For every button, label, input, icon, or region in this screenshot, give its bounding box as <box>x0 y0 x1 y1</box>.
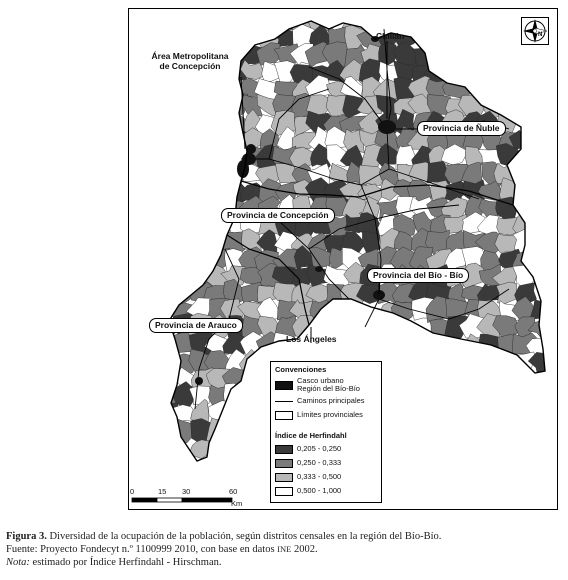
legend-class-label-2: 0,250 - 0,333 <box>297 458 342 467</box>
legend-urban-text <box>297 377 360 393</box>
legend-limits-label: Límites provinciales <box>297 410 363 419</box>
label-metro-line1: Área Metropolitana <box>151 51 229 61</box>
legend-urban-label-2: Región del Bío-Bío <box>297 384 360 393</box>
legend-index-title: Índice de Herfindahl <box>275 431 347 440</box>
legend-roads-row <box>275 395 365 407</box>
caption-source-text: Fuente: Proyecto Fondecyt n.º 1100999 2010, con base en datos <box>6 544 278 555</box>
legend-class-row-2 <box>275 457 341 469</box>
caption-line-3 <box>6 556 562 569</box>
legend-class-row-4 <box>275 485 341 497</box>
caption-note-text: estimado por Índice Herfindahl - Hirschman. <box>29 557 222 568</box>
scale-tick-15: 15 <box>158 487 167 496</box>
urban-area <box>378 120 396 134</box>
caption-line-1 <box>6 530 562 543</box>
scale-tick-30: 30 <box>182 487 191 496</box>
scale-unit: Km <box>231 499 243 508</box>
legend-urban-row <box>275 376 360 394</box>
label-province-biobio: Provincia del Bío - Bío <box>367 268 469 283</box>
label-chillan: Chillán <box>376 31 405 41</box>
district <box>530 300 556 320</box>
scale-tick-60: 60 <box>229 487 238 496</box>
label-province-arauco: Provincia de Arauco <box>149 318 243 333</box>
caption-source-ine: INE <box>277 544 292 554</box>
legend-class-swatch-1 <box>275 445 293 454</box>
district <box>158 353 180 373</box>
district <box>496 282 518 304</box>
label-los-angeles: Los Ángeles <box>286 334 337 344</box>
caption-note-label: Nota: <box>6 557 30 568</box>
legend-limits-row <box>275 409 363 421</box>
label-metro-area <box>141 51 239 71</box>
figure-caption <box>6 530 562 569</box>
legend-urban-swatch <box>275 381 293 390</box>
caption-figure-label: Figura 3. <box>6 531 47 542</box>
legend-roads-label: Caminos principales <box>297 396 365 405</box>
caption-line-2 <box>6 543 562 556</box>
legend-class-label-3: 0,333 - 0,500 <box>297 472 342 481</box>
north-arrow-icon <box>521 17 549 45</box>
label-province-concepcion: Provincia de Concepción <box>221 208 335 223</box>
legend-road-line <box>275 401 293 402</box>
urban-area <box>315 266 323 272</box>
north-letter: N <box>538 32 543 38</box>
label-metro-line2: de Concepción <box>159 61 221 71</box>
map-legend <box>270 361 382 503</box>
legend-class-row-3 <box>275 471 341 483</box>
map-frame <box>128 8 558 510</box>
legend-urban-label-1: Casco urbano <box>297 376 344 385</box>
caption-source-year: 2002. <box>291 544 318 555</box>
label-province-nuble: Provincia de Ñuble <box>417 121 506 136</box>
legend-conventions-title: Convenciones <box>275 365 327 374</box>
scale-bar <box>129 487 269 510</box>
district <box>156 369 179 390</box>
legend-class-label-4: 0,500 - 1,000 <box>297 486 342 495</box>
legend-class-row-1 <box>275 443 341 455</box>
legend-limits-swatch <box>275 411 293 420</box>
legend-class-swatch-2 <box>275 459 293 468</box>
caption-figure-text: Diversidad de la ocupación de la población, según distritos censales en la región del Bío-Bío. <box>46 531 442 542</box>
district <box>310 300 333 325</box>
scale-tick-0: 0 <box>130 487 135 496</box>
legend-class-swatch-3 <box>275 473 293 482</box>
urban-area <box>195 377 203 385</box>
legend-class-swatch-4 <box>275 487 293 496</box>
legend-class-label-1: 0,205 - 0,250 <box>297 444 342 453</box>
